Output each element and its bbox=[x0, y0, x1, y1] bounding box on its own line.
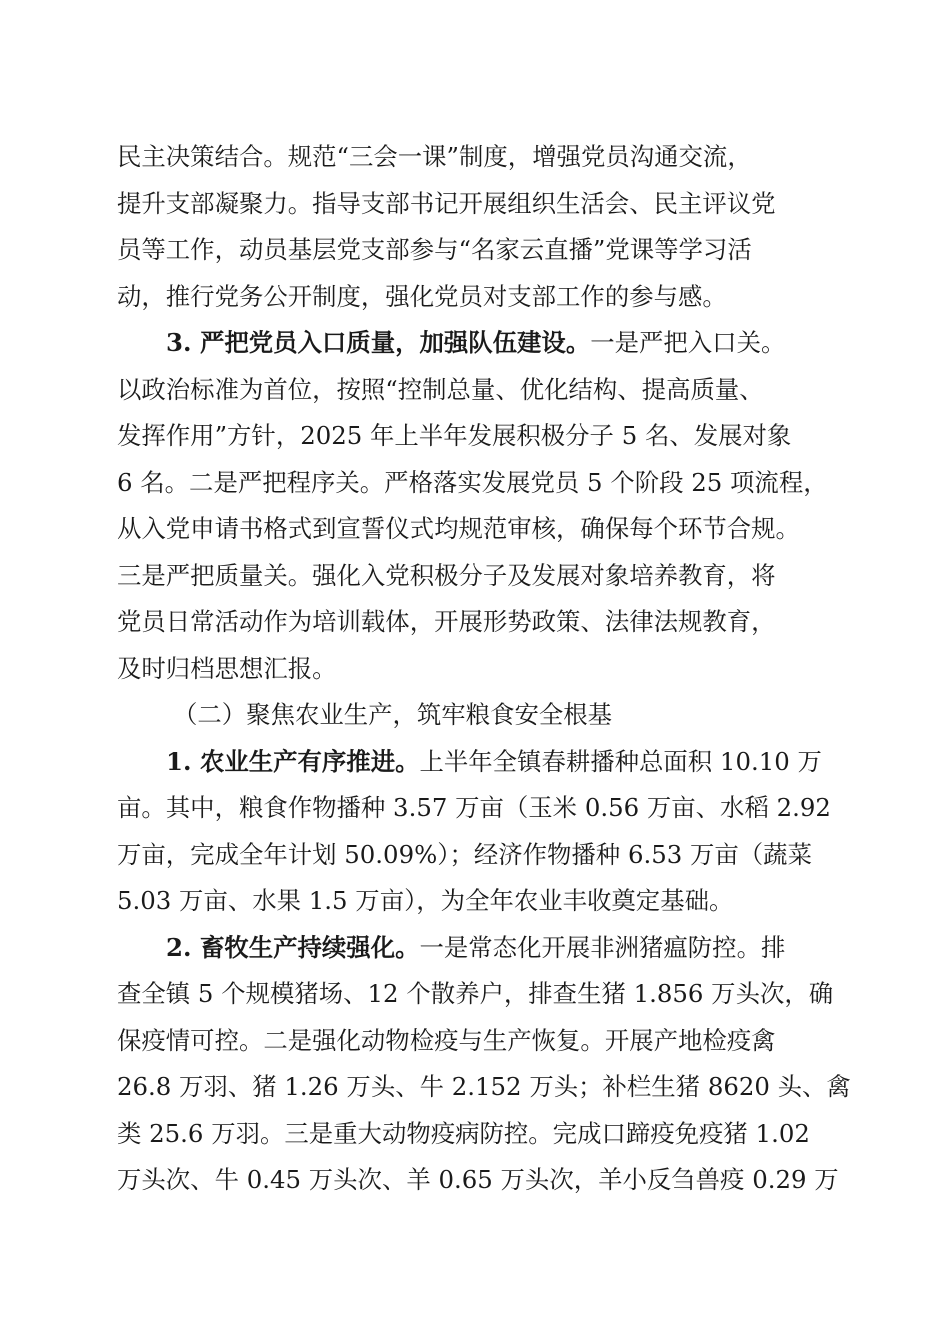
text-line: 及时归档思想汇报。 bbox=[117, 653, 337, 683]
heading-line-rest: 上半年全镇春耕播种总面积 10.10 万 bbox=[419, 746, 822, 776]
paragraph-party-building-continuation bbox=[117, 134, 833, 320]
heading-line-rest: 一是常态化开展非洲猪瘟防控。排 bbox=[419, 932, 786, 962]
paragraph-livestock bbox=[117, 925, 851, 1204]
text-line: 万亩，完成全年计划 50.09%）；经济作物播种 6.53 万亩（蔬菜 bbox=[117, 839, 812, 869]
text-line: 26.8 万羽、猪 1.26 万头、牛 2.152 万头；补栏生猪 8620 头、禽 bbox=[117, 1072, 851, 1101]
text-line: 员等工作，动员基层党支部参与“名家云直播”党课等学习活 bbox=[117, 235, 752, 264]
paragraph-heading: 2. 畜牧生产持续强化。 bbox=[166, 932, 420, 962]
document-body bbox=[117, 134, 851, 1204]
text-line: 6 名。二是严把程序关。严格落实发展党员 5 个阶段 25 项流程， bbox=[117, 467, 828, 497]
text-line: 5.03 万亩、水果 1.5 万亩），为全年农业丰收奠定基础。 bbox=[117, 886, 734, 915]
paragraph-agriculture bbox=[117, 739, 833, 925]
section-title bbox=[117, 692, 833, 739]
paragraph-member-quality bbox=[117, 320, 833, 692]
text-line: 以政治标准为首位，按照“控制总量、优化结构、提高质量、 bbox=[117, 374, 764, 404]
text-line: 党员日常活动作为培训载体，开展形势政策、法律法规教育， bbox=[117, 607, 776, 636]
text-line: 发挥作用”方针，2025 年上半年发展积极分子 5 名、发展对象 bbox=[117, 421, 792, 450]
paragraph-heading: 1. 农业生产有序推进。 bbox=[166, 746, 420, 776]
text-line: 从入党申请书格式到宣誓仪式均规范审核，确保每个环节合规。 bbox=[117, 514, 800, 543]
text-line: 民主决策结合。规范“三会一课”制度，增强党员沟通交流， bbox=[117, 142, 752, 171]
text-line bbox=[117, 925, 833, 972]
text-line: 查全镇 5 个规模猪场、12 个散养户，排查生猪 1.856 万头次，确 bbox=[117, 979, 834, 1008]
heading-line-rest: 一是严把入口关。 bbox=[590, 328, 786, 357]
section-title-text: （二）聚焦农业生产，筑牢粮食安全根基 bbox=[173, 700, 613, 729]
text-line: 提升支部凝聚力。指导支部书记开展组织生活会、民主评议党 bbox=[117, 188, 776, 218]
paragraph-heading: 3. 严把党员入口质量，加强队伍建设。 bbox=[166, 328, 591, 357]
text-line: 类 25.6 万羽。三是重大动物疫病防控。完成口蹄疫免疫猪 1.02 bbox=[117, 1118, 810, 1148]
text-line: 万头次、牛 0.45 万头次、羊 0.65 万头次，羊小反刍兽疫 0.29 万 bbox=[117, 1165, 839, 1194]
text-line bbox=[117, 739, 833, 786]
text-line: 动，推行党务公开制度，强化党员对支部工作的参与感。 bbox=[117, 281, 727, 311]
text-line bbox=[117, 320, 833, 367]
text-line: 三是严把质量关。强化入党积极分子及发展对象培养教育，将 bbox=[117, 560, 776, 590]
text-line: 保疫情可控。二是强化动物检疫与生产恢复。开展产地检疫禽 bbox=[117, 1025, 776, 1055]
text-line: 亩。其中，粮食作物播种 3.57 万亩（玉米 0.56 万亩、水稻 2.92 bbox=[117, 793, 831, 822]
